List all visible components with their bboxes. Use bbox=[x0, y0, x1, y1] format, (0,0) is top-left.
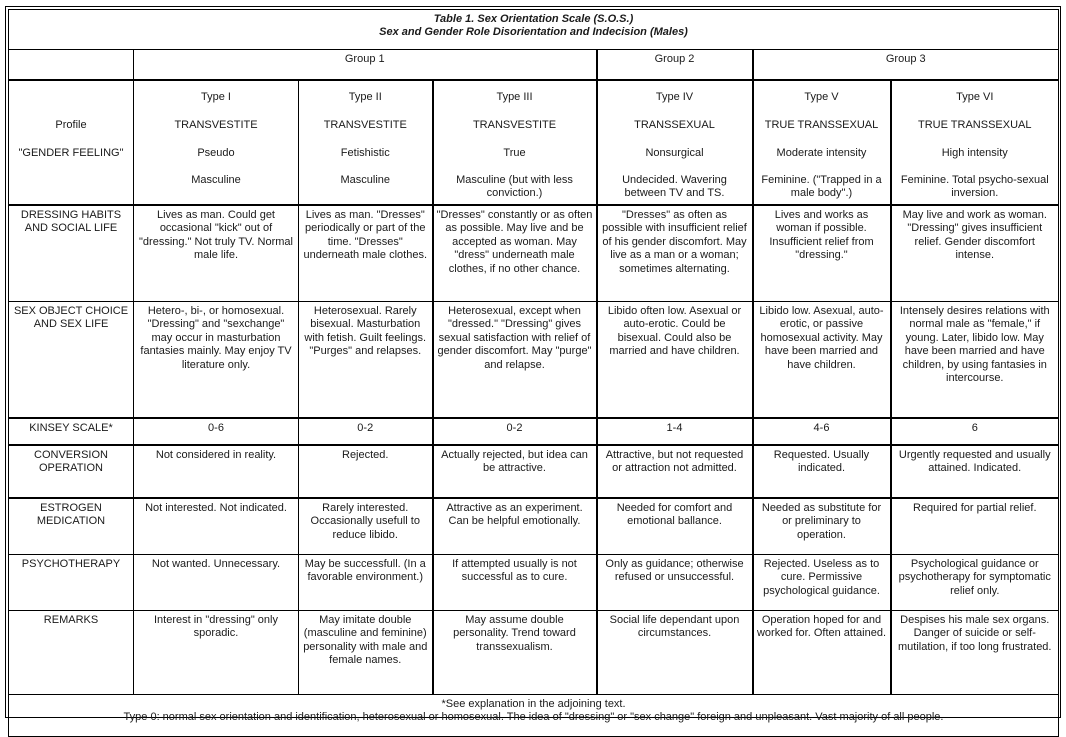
type-heading: Type I bbox=[201, 91, 231, 104]
type-feeling: Undecided. Wavering between TV and TS. bbox=[622, 174, 727, 200]
cell: Hetero-, bi-, or homosexual. "Dressing" and "sexchange" may occur in masturbation fantasies mainly. May enjoy TV literature only. bbox=[134, 302, 299, 419]
type-heading: Type VI bbox=[956, 91, 994, 104]
profile-type4 bbox=[597, 80, 753, 205]
cell: 0-2 bbox=[299, 418, 433, 445]
type-subtype: True bbox=[503, 147, 526, 160]
cell: Actually rejected, but idea can be attractive. bbox=[433, 445, 597, 498]
type-feeling: Feminine. Total psycho-sexual inversion. bbox=[900, 174, 1049, 200]
footnotes bbox=[9, 695, 1059, 737]
type-subtype: Fetishistic bbox=[340, 147, 390, 160]
cell: Attractive as an experiment. Can be helpful emotionally. bbox=[433, 498, 597, 555]
profile-type5 bbox=[753, 80, 891, 205]
footnote-line1: *See explanation in the adjoining text. bbox=[441, 698, 626, 710]
cell: Social life dependant upon circumstances. bbox=[597, 611, 753, 695]
row-label-profile bbox=[9, 80, 134, 205]
cell: Attractive, but not requested or attraction not admitted. bbox=[597, 445, 753, 498]
cell: 4-6 bbox=[753, 418, 891, 445]
cell: Requested. Usually indicated. bbox=[753, 445, 891, 498]
cell: Only as guidance; otherwise refused or unsuccessful. bbox=[597, 555, 753, 611]
table-title-line2: Sex and Gender Role Disorientation and Indecision (Males) bbox=[379, 26, 688, 39]
psychotherapy-row bbox=[9, 555, 1059, 611]
estrogen-medication-row bbox=[9, 498, 1059, 555]
table-title-line1: Table 1. Sex Orientation Scale (S.O.S.) bbox=[433, 13, 634, 25]
cell: 1-4 bbox=[597, 418, 753, 445]
table-title bbox=[9, 10, 1059, 50]
profile-type6 bbox=[891, 80, 1059, 205]
row-label-conversion-operation: CONVERSION OPERATION bbox=[9, 445, 134, 498]
cell: Heterosexual. Rarely bisexual. Masturbation with fetish. Guilt feelings. "Purges" and relapses. bbox=[299, 302, 433, 419]
cell: Heterosexual, except when "dressed." "Dressing" gives sexual satisfaction with relief of gender discomfort. May "purge" and relapse. bbox=[433, 302, 597, 419]
row-label-remarks: REMARKS bbox=[9, 611, 134, 695]
cell: Urgently requested and usually attained. Indicated. bbox=[891, 445, 1059, 498]
cell: Rarely interested. Occasionally usefull to reduce libido. bbox=[299, 498, 433, 555]
cell: 0-2 bbox=[433, 418, 597, 445]
cell: Rejected. Useless as to cure. Permissive psychological guidance. bbox=[753, 555, 891, 611]
cell: 6 bbox=[891, 418, 1059, 445]
conversion-operation-row bbox=[9, 445, 1059, 498]
cell: 0-6 bbox=[134, 418, 299, 445]
type-feeling: Masculine (but with less conviction.) bbox=[456, 174, 573, 200]
type-subtype: Pseudo bbox=[197, 147, 235, 160]
cell: Libido often low. Asexual or auto-erotic. Could be bisexual. Could also be married and have children. bbox=[597, 302, 753, 419]
type-subtype: Moderate intensity bbox=[776, 147, 867, 160]
group-1-header: Group 1 bbox=[134, 50, 597, 81]
title-row bbox=[9, 10, 1059, 50]
type-category: TRANSVESTITE bbox=[323, 119, 407, 132]
corner-cell bbox=[9, 50, 134, 81]
type-heading: Type II bbox=[348, 91, 382, 104]
remarks-row bbox=[9, 611, 1059, 695]
type-category: TRUE TRANSSEXUAL bbox=[918, 119, 1032, 132]
profile-type1 bbox=[134, 80, 299, 205]
cell: Libido low. Asexual, auto-erotic, or passive homosexual activity. May have been married and have children. bbox=[753, 302, 891, 419]
group-2-header: Group 2 bbox=[597, 50, 753, 81]
profile-type3 bbox=[433, 80, 597, 205]
type-heading: Type III bbox=[496, 91, 533, 104]
type-subtype: Nonsurgical bbox=[645, 147, 704, 160]
cell: If attempted usually is not successful as to cure. bbox=[433, 555, 597, 611]
cell: Intensely desires relations with normal male as "female," if young. Later, libido low. May have been married and have children, by using fantasies in intercourse. bbox=[891, 302, 1059, 419]
profile-type2 bbox=[299, 80, 433, 205]
row-label-psychotherapy: PSYCHOTHERAPY bbox=[9, 555, 134, 611]
group-3-header: Group 3 bbox=[753, 50, 1059, 81]
type-heading: Type V bbox=[804, 91, 839, 104]
cell: May live and work as woman. "Dressing" gives insufficient relief. Gender discomfort intense. bbox=[891, 205, 1059, 302]
table-outer-frame bbox=[5, 6, 1061, 724]
cell: Required for partial relief. bbox=[891, 498, 1059, 555]
footnote-row bbox=[9, 695, 1059, 737]
row-label-dressing-habits: DRESSING HABITS AND SOCIAL LIFE bbox=[9, 205, 134, 302]
cell: Rejected. bbox=[299, 445, 433, 498]
cell: Psychological guidance or psychotherapy for symptomatic relief only. bbox=[891, 555, 1059, 611]
cell: May assume double personality. Trend toward transsexualism. bbox=[433, 611, 597, 695]
profile-label: Profile bbox=[55, 119, 87, 132]
cell: Lives and works as woman if possible. Insufficient relief from "dressing." bbox=[753, 205, 891, 302]
cell: Needed as substitute for or preliminary to operation. bbox=[753, 498, 891, 555]
cell: Needed for comfort and emotional ballance. bbox=[597, 498, 753, 555]
sex-orientation-scale-table bbox=[8, 9, 1059, 737]
cell: Despises his male sex organs. Danger of suicide or self-mutilation, if too long frustrated. bbox=[891, 611, 1059, 695]
cell: Not wanted. Unnecessary. bbox=[134, 555, 299, 611]
type-category: TRUE TRANSSEXUAL bbox=[764, 119, 879, 132]
cell: Interest in "dressing" only sporadic. bbox=[134, 611, 299, 695]
kinsey-scale-row bbox=[9, 418, 1059, 445]
row-label-sex-object: SEX OBJECT CHOICE AND SEX LIFE bbox=[9, 302, 134, 419]
cell: Not considered in reality. bbox=[134, 445, 299, 498]
cell: Lives as man. "Dresses" periodically or part of the time. "Dresses" underneath male clothes. bbox=[299, 205, 433, 302]
row-label-estrogen-medication: ESTROGEN MEDICATION bbox=[9, 498, 134, 555]
dressing-habits-row bbox=[9, 205, 1059, 302]
cell: May be successfull. (In a favorable environment.) bbox=[299, 555, 433, 611]
type-category: TRANSVESTITE bbox=[174, 119, 258, 132]
type-subtype: High intensity bbox=[941, 147, 1008, 160]
row-label-kinsey-scale: KINSEY SCALE* bbox=[9, 418, 134, 445]
type-category: TRANSVESTITE bbox=[472, 119, 557, 132]
profile-row bbox=[9, 80, 1059, 205]
cell: "Dresses" constantly or as often as possible. May live and be accepted as woman. May "dress" underneath male clothes, if no other chance. bbox=[433, 205, 597, 302]
group-header-row bbox=[9, 50, 1059, 81]
type-heading: Type IV bbox=[655, 91, 694, 104]
cell: Operation hoped for and worked for. Often attained. bbox=[753, 611, 891, 695]
type-feeling: Feminine. ("Trapped in a male body".) bbox=[761, 174, 882, 200]
cell: Not interested. Not indicated. bbox=[134, 498, 299, 555]
cell: May imitate double (masculine and feminine) personality with male and female names. bbox=[299, 611, 433, 695]
cell: Lives as man. Could get occasional "kick" out of "dressing." Not truly TV. Normal male life. bbox=[134, 205, 299, 302]
gender-feeling-label: "GENDER FEELING" bbox=[18, 147, 124, 160]
footnote-line2: Type 0: normal sex orientation and identification, heterosexual or homosexual. The idea of "dressing" or "sex change" foreign and unpleasant. Vast majority of all people. bbox=[123, 711, 944, 724]
type-feeling: Masculine bbox=[191, 174, 241, 186]
cell: "Dresses" as often as possible with insufficient relief of his gender discomfort. May live as a man or a woman; sometimes alternating. bbox=[597, 205, 753, 302]
type-category: TRANSSEXUAL bbox=[634, 119, 715, 132]
sex-object-row bbox=[9, 302, 1059, 419]
type-feeling: Masculine bbox=[340, 174, 391, 186]
